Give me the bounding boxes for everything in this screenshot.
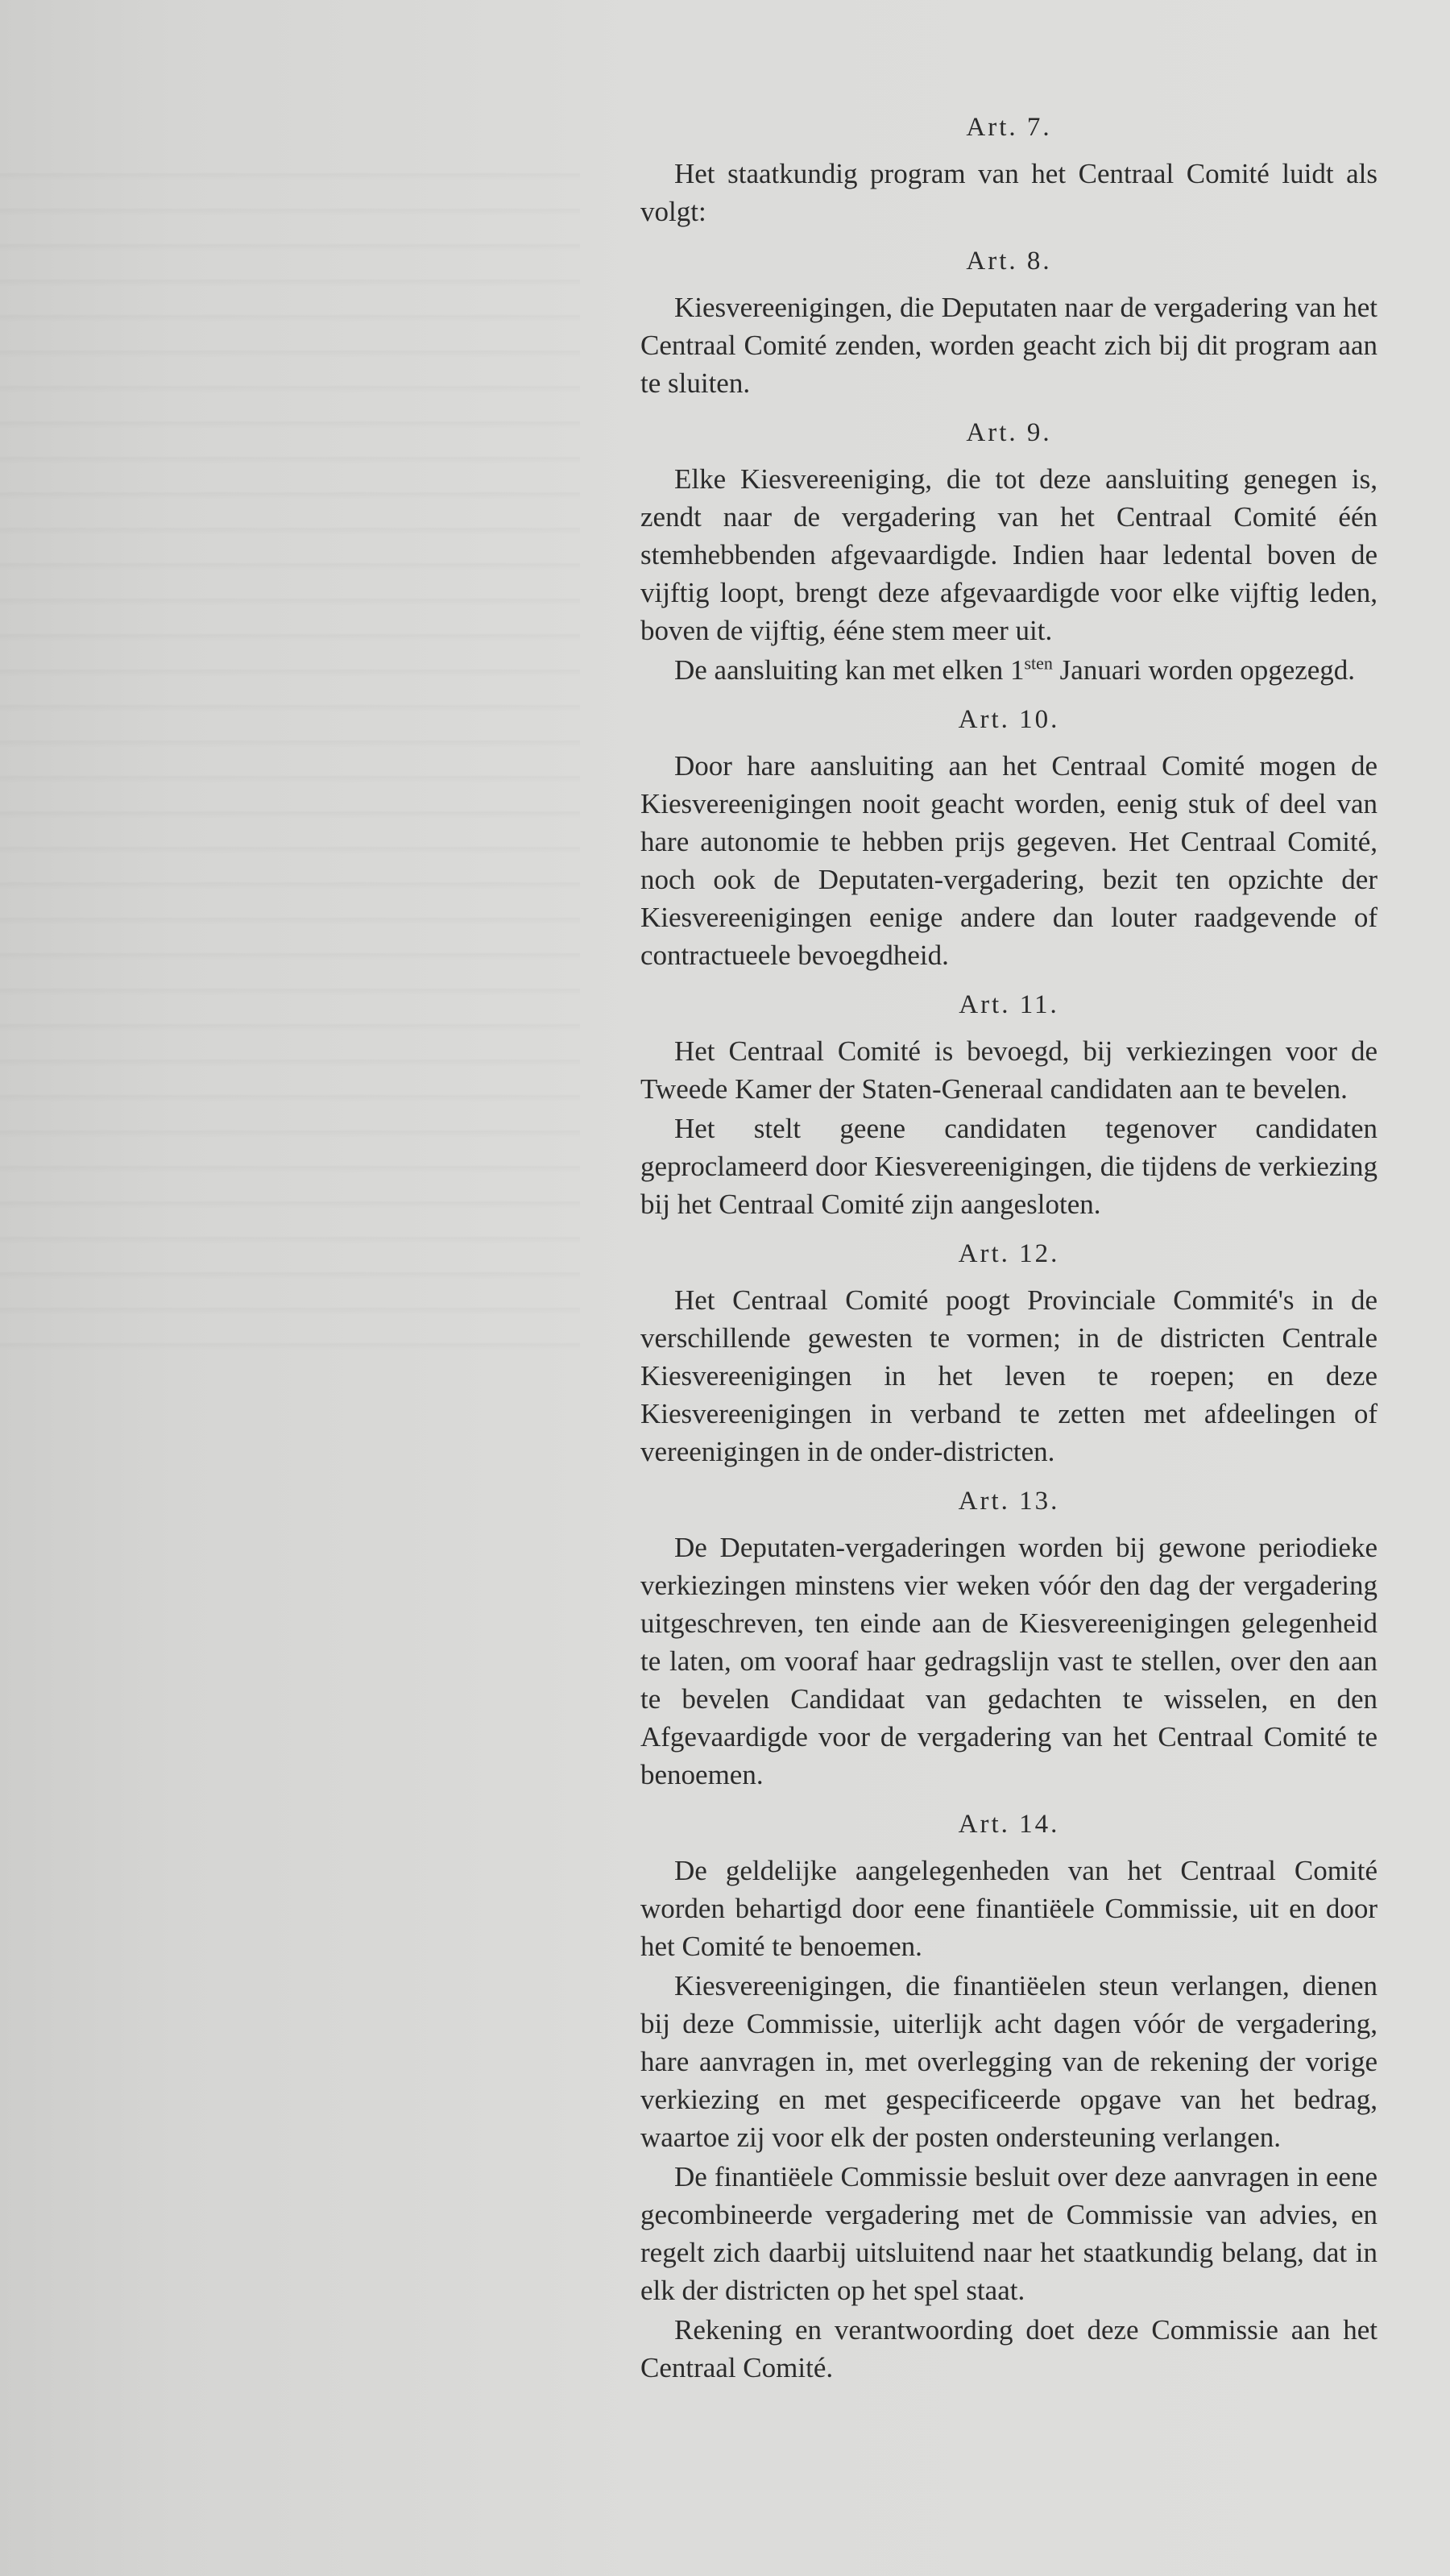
- ordinal-suffix: sten: [1024, 653, 1053, 674]
- article-paragraph: Door hare aansluiting aan het Centraal Comité mogen de Kiesvereenigingen nooit geacht worden, eenig stuk of deel van hare autonomie te hebben prijs gegeven. Het Centraal Comité, noch ook de Deputaten-vergadering, bezit ten opzichte der Kiesvereenigingen eenige andere dan louter raadgevende of contractueele bevoegdheid.: [640, 750, 1378, 971]
- article-7: [640, 111, 1378, 230]
- article-paragraph: Rekening en verantwoording doet deze Commissie aan het Centraal Comité.: [640, 2314, 1378, 2383]
- article-paragraph: De finantiëele Commissie besluit over deze aanvragen in eene gecombineerde vergadering met de Commissie van advies, en regelt zich daarbij uitsluitend naar het staatkundig belang, dat in elk der districten op het spel staat.: [640, 2161, 1378, 2306]
- article-paragraph: Kiesvereenigingen, die Deputaten naar de vergadering van het Centraal Comité zenden, worden geacht zich bij dit program aan te sluiten.: [640, 292, 1378, 399]
- article-paragraph: Het Centraal Comité is bevoegd, bij verkiezingen voor de Tweede Kamer der Staten-Generaal candidaten aan te bevelen.: [640, 1035, 1378, 1105]
- article-heading: Art. 14.: [958, 1810, 1060, 1839]
- article-paragraph: Elke Kiesvereeniging, die tot deze aansluiting genegen is, zendt naar de vergadering van het Centraal Comité één stemhebbenden afgevaardigde. Indien haar ledental boven de vijftig loopt, brengt deze afgevaardigde voor elke vijftig leden, boven de vijftig, ééne stem meer uit.: [640, 463, 1378, 646]
- article-heading: Art. 10.: [958, 705, 1060, 734]
- article-9: [640, 417, 1378, 689]
- article-heading: Art. 12.: [958, 1239, 1060, 1268]
- article-paragraph: Het staatkundig program van het Centraal Comité luidt als volgt:: [640, 158, 1378, 227]
- article-paragraph: De aansluiting kan met elken $1^{sten}$ Januari worden opgezegd.: [674, 653, 1356, 686]
- article-heading: Art. 11.: [959, 990, 1059, 1019]
- article-paragraph: De geldelijke aangelegenheden van het Centraal Comité worden behartigd door eene finantiëele Commissie, uit en door het Comité te benoemen.: [640, 1855, 1378, 1962]
- article-heading: Art. 8.: [966, 247, 1052, 276]
- article-paragraph: Het Centraal Comité poogt Provinciale Commité's in de verschillende gewesten te vormen; in de districten Centrale Kiesvereenigingen in het leven te roepen; en deze Kiesvereenigingen in verband te zetten met afdeelingen of vereenigingen in de onder-districten.: [640, 1284, 1378, 1467]
- facing-page-bleed-through: [0, 145, 580, 1354]
- article-paragraph: Kiesvereenigingen, die finantiëelen steun verlangen, dienen bij deze Commissie, uiterlijk acht dagen vóór de vergadering, hare aanvragen in, met overlegging van de rekening der vorige verkiezing en met gespecificeerde opgave van het bedrag, waartoe zij voor elk der posten ondersteuning verlangen.: [640, 1970, 1378, 2153]
- article-13: [640, 1485, 1378, 1794]
- article-12: [640, 1238, 1378, 1471]
- article-paragraph: De Deputaten-vergaderingen worden bij gewone periodieke verkiezingen minstens vier weken vóór den dag der vergadering uitgeschreven, ten einde aan de Kiesvereenigingen gelegenheid te laten, om vooraf haar gedragslijn vast te stellen, over den aan te bevelen Candidaat van gedachten te wisselen, en den Afgevaardigde voor de vergadering van het Centraal Comité te benoemen.: [640, 1532, 1378, 1790]
- article-heading: Art. 7.: [966, 113, 1052, 142]
- text-column: [640, 111, 1378, 2401]
- article-heading: Art. 13.: [958, 1487, 1060, 1516]
- article-14: [640, 1808, 1378, 2387]
- article-10: [640, 703, 1378, 974]
- article-8: [640, 245, 1378, 402]
- article-heading: Art. 9.: [966, 418, 1052, 447]
- article-paragraph: Het stelt geene candidaten tegenover candidaten geproclameerd door Kiesvereenigingen, die tijdens de verkiezing bij het Centraal Comité zijn aangesloten.: [640, 1113, 1378, 1220]
- article-11: [640, 989, 1378, 1223]
